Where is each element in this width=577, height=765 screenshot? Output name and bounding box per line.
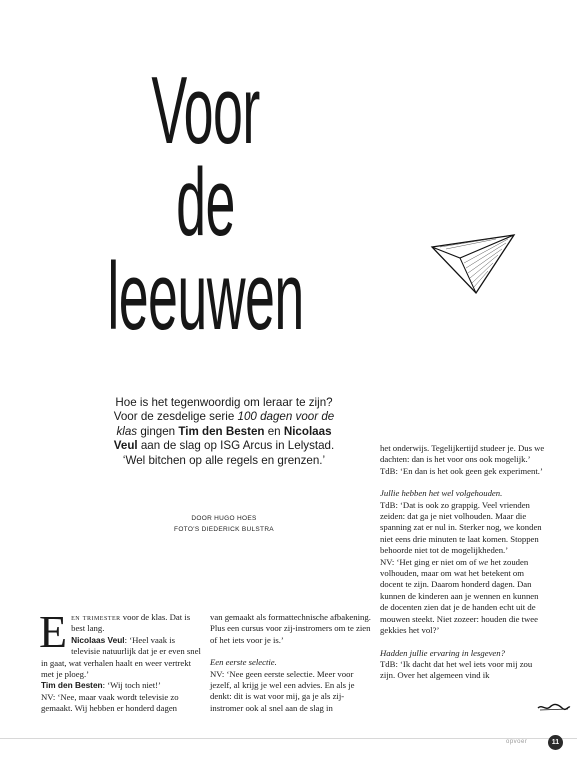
- intro-series-title: 100 dagen voor de klas: [116, 410, 335, 438]
- headline-line-2: de: [176, 149, 235, 256]
- article-column-2: [210, 612, 372, 714]
- column3-paragraph-5: TdB: ‘Ik dacht dat het wel iets voor mij zou zijn. Over het algemeen vind ik: [380, 658, 533, 681]
- speaker-name: Nicolaas Veul: [71, 634, 125, 645]
- column3-text: NV: ‘Het ging er niet om of: [380, 556, 479, 567]
- scribble-end-mark: [537, 701, 571, 713]
- page-number-badge: 11: [548, 735, 563, 750]
- column1-text: voor de klas. Dat is best lang.: [71, 612, 191, 634]
- column3-paragraph-4: [380, 557, 545, 637]
- interview-question: Een eerste selectie.: [210, 657, 277, 668]
- column2-paragraph-1: van gemaakt als formattechnische afbakening. Plus een cursus voor zij-instromers om te zien of het iets voor je is.’: [210, 612, 371, 645]
- intro-text-4: aan de slag op ISG Arcus in Lelystad. ‘Wel bitchen op alle regels en grenzen.’: [122, 439, 335, 467]
- column3-paragraph-3: TdB: ‘Dat is ook zo grappig. Veel vrienden zeiden: dat ga je niet volhouden. Maar die spanning zat er nul in. Sterker nog, we konden niet eens drie minuten te laat komen. Stoppen behoorde niet tot de mogelijkheden.’: [380, 499, 542, 556]
- interview-question: Hadden jullie ervaring in lesgeven?: [380, 647, 505, 658]
- column1-paragraph-4: NV: ‘Nee, maar vaak wordt televisie zo gemaakt. Wij hebben er honderd dagen: [41, 691, 179, 714]
- intro-name-nicolaas: Nicolaas Veul: [113, 424, 332, 453]
- column1-text: : ‘Heel vaak is televisie natuurlijk dat je er even snel in gaat, wat verhalen haalt en weer vertrekt met je ploeg.’: [41, 634, 201, 680]
- footer-rule: [0, 738, 577, 739]
- drop-cap: E: [39, 606, 68, 657]
- author-credit: DOOR HUGO HOES: [191, 515, 257, 522]
- column3-paragraph-1: het onderwijs. Tegelijkertijd studeer je. Dus we dachten: dan is het voor ons ook mogelijk.’: [380, 443, 545, 465]
- intro-text-1: Hoe is het tegenwoordig om leraar te zijn? Voor de zesdelige serie: [113, 396, 333, 424]
- opening-smallcaps: en trimester: [71, 612, 121, 622]
- column3-text: het zouden volhouden, maar om wat het betekent om docent te zijn. Daarom honderd dagen. Dan kunnen de kinderen aan je wennen en kunnen de docenten zien dat je de handen echt uit de mouwen steekt. Niet zozeer: houden die twee gekkies het vol?’: [380, 556, 539, 636]
- column2-paragraph-2: NV: ‘Nee geen eerste selectie. Meer voor jezelf, al krijg je wel een advies. En als je denkt: dit is wat voor mij, ga je als zij-instromer ook al snel aan de slag in: [210, 668, 355, 713]
- intro-name-tim: Tim den Besten: [178, 424, 265, 438]
- footer-label: opvoer: [506, 739, 528, 745]
- article-column-1: [39, 606, 201, 715]
- speaker-name: Tim den Besten: [41, 680, 103, 691]
- intro-text-3: en: [264, 424, 284, 438]
- paper-plane-illustration: [430, 233, 516, 295]
- headline-line-3: leeuwen: [107, 243, 304, 350]
- column3-paragraph-2: TdB: ‘En dan is het ook geen gek experiment.’: [380, 465, 543, 476]
- column1-text: : ‘Wij toch niet!’: [102, 680, 161, 691]
- headline-line-1: Voor: [151, 57, 260, 164]
- interview-question: Jullie hebben het wel volgehouden.: [380, 488, 503, 499]
- column1-paragraph-3: [41, 680, 201, 691]
- intro-text-2: gingen: [137, 424, 179, 438]
- photo-credit: FOTO’S DIEDERICK BULSTRA: [174, 526, 274, 533]
- intro-paragraph: [112, 396, 336, 468]
- emphasis: we: [478, 556, 489, 567]
- article-column-3: [380, 443, 545, 682]
